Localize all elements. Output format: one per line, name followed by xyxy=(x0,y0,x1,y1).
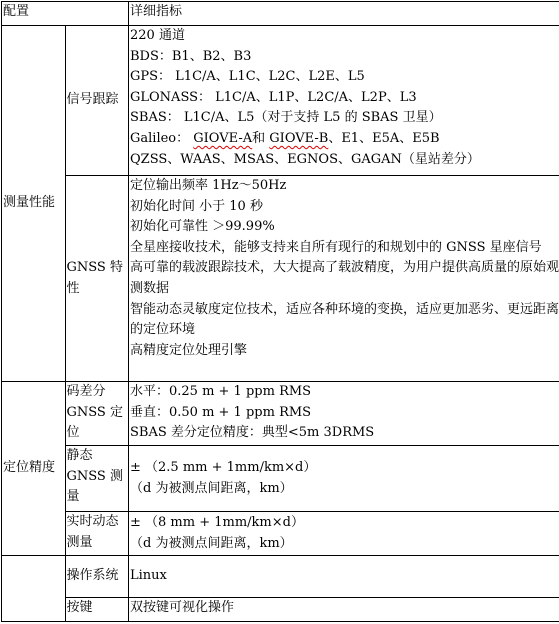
detail-line: SBAS 差分定位精度：典型<5m 3DRMS xyxy=(130,425,375,441)
signal-tracking-label: 信号跟踪 xyxy=(66,92,119,108)
keys-label: 按键 xyxy=(66,600,93,615)
category-accuracy xyxy=(2,382,66,556)
detail-line: GLONASS： L1C/A、L1P、L2C/A、L2P、L3 xyxy=(130,89,417,105)
galileo-rest: 、E1、E5A、E5B xyxy=(328,130,440,146)
table-row xyxy=(2,556,559,598)
detail-paragraph: 高可靠的载波跟踪技术，大大提高了载波精度，为用户提供高质量的原始观测数据 xyxy=(130,260,559,296)
subcategory-gnss-features xyxy=(65,176,129,382)
detail-line: 水平：0.25 m + 1 ppm RMS xyxy=(130,384,312,399)
category-accuracy-label: 定位精度 xyxy=(3,460,56,476)
rtk-details xyxy=(129,512,559,556)
static-label: 静态 GNSS 测量 xyxy=(66,448,123,505)
detail-line: 高精度定位处理引擎 xyxy=(130,342,248,358)
galileo-prefix: Galileo： xyxy=(130,130,190,146)
detail-line: ± （8 mm + 1mm/km×d） xyxy=(130,514,304,530)
header-details: 详细指标 xyxy=(129,2,559,26)
detail-line: （d 为被测点间距离，km） xyxy=(130,535,293,551)
detail-line: 初始化时间 小于 10 秒 xyxy=(130,198,263,214)
category-measurement-label: 测量性能 xyxy=(3,195,56,211)
os-value: Linux xyxy=(129,556,559,598)
detail-line: QZSS、WAAS、MSAS、EGNOS、GAGAN（星站差分） xyxy=(130,151,480,167)
subcategory-keys xyxy=(65,598,129,622)
subcategory-os xyxy=(65,556,129,598)
galileo-line xyxy=(130,129,559,150)
table-row xyxy=(2,26,559,176)
table-row xyxy=(2,176,559,382)
category-measurement xyxy=(2,26,66,382)
detail-line: ± （2.5 mm + 1mm/km×d） xyxy=(130,459,317,475)
table-row xyxy=(2,382,559,446)
table-row xyxy=(2,512,559,556)
code-diff-label: 码差分 GNSS 定位 xyxy=(66,384,123,441)
table-header-row xyxy=(2,2,559,26)
code-diff-details xyxy=(129,382,559,446)
signal-tracking-details xyxy=(129,26,559,176)
table-row xyxy=(2,598,559,622)
table-row xyxy=(2,446,559,512)
detail-line: BDS：B1、B2、B3 xyxy=(130,48,252,64)
subcategory-code-diff xyxy=(65,382,129,446)
detail-line: SBAS： L1C/A、L5（对于支持 L5 的 SBAS 卫星） xyxy=(130,110,442,126)
detail-line: GPS： L1C/A、L1C、L2C、L2E、L5 xyxy=(130,69,365,85)
galileo-giove-a: GIOVE-A xyxy=(193,130,253,146)
detail-line: 220 通道 xyxy=(130,28,185,43)
gnss-features-label: GNSS 特性 xyxy=(66,259,123,296)
rtk-label: 实时动态测量 xyxy=(66,514,119,550)
gnss-features-details xyxy=(129,176,559,382)
detail-line: 垂直：0.50 m + 1 ppm RMS xyxy=(130,404,312,420)
spec-table xyxy=(1,1,559,622)
os-label: 操作系统 xyxy=(66,568,119,584)
detail-line: 定位输出频率 1Hz～50Hz xyxy=(130,178,287,193)
keys-value: 双按键可视化操作 xyxy=(129,598,559,622)
detail-paragraph: 智能动态灵敏度定位技术，适应各种环境的变换，适应更加恶劣、更远距离的定位环境 xyxy=(130,301,559,338)
detail-paragraph: 全星座接收技术，能够支持来自所有现行的和规划中的 GNSS 星座信号 xyxy=(130,239,542,255)
category-system xyxy=(2,556,66,622)
galileo-giove-b: GIOVE-B xyxy=(269,130,329,146)
subcategory-signal-tracking xyxy=(65,26,129,176)
detail-line: 初始化可靠性 ＞99.99% xyxy=(130,219,275,235)
static-details xyxy=(129,446,559,512)
subcategory-rtk xyxy=(65,512,129,556)
galileo-and: 和 xyxy=(252,130,266,146)
subcategory-static xyxy=(65,446,129,512)
detail-line: （d 为被测点间距离，km） xyxy=(130,480,293,496)
header-config: 配置 xyxy=(2,2,129,26)
